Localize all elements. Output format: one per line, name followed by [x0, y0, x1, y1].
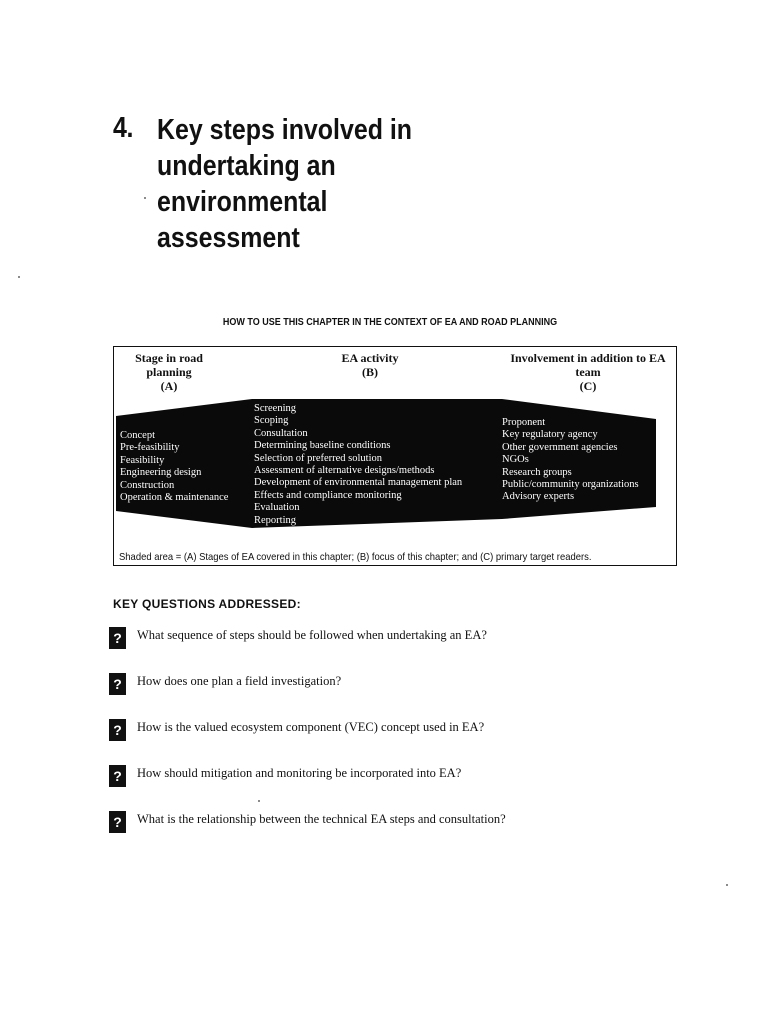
- question-text: What is the relationship between the technical EA steps and consultation?: [137, 812, 506, 826]
- key-questions-heading: KEY QUESTIONS ADDRESSED:: [113, 597, 301, 611]
- involvement-item: Advisory experts: [502, 491, 575, 503]
- figure-note: Shaded area = (A) Stages of EA covered in this chapter; (B) focus of this chapter; and (C) primary target readers.: [119, 551, 592, 563]
- activity-item: Screening: [254, 403, 296, 414]
- scan-speck: [144, 197, 146, 199]
- chapter-title-line: Key steps involved in: [157, 114, 413, 146]
- stage-item: Pre-feasibility: [120, 442, 180, 454]
- column-header-activity: [310, 351, 430, 379]
- scan-speck: [258, 800, 260, 802]
- figure-caption: HOW TO USE THIS CHAPTER IN THE CONTEXT OF EA AND ROAD PLANNING: [222, 317, 558, 328]
- chapter-title-line: assessment: [157, 222, 300, 254]
- question-text: How is the valued ecosystem component (VEC) concept used in EA?: [137, 720, 485, 734]
- column-header-text: EA activity: [341, 351, 399, 365]
- column-header-letter: (C): [579, 379, 597, 393]
- question-mark-icon: ?: [109, 765, 126, 787]
- stage-item: Construction: [120, 479, 175, 491]
- stage-list: [120, 430, 228, 504]
- stage-item: Feasibility: [120, 454, 165, 466]
- question-mark-icon: ?: [109, 811, 126, 833]
- chapter-title-line: undertaking an: [157, 150, 336, 182]
- activity-item: Reporting: [254, 514, 296, 526]
- activity-item: Evaluation: [254, 502, 300, 514]
- activity-item: Consultation: [254, 427, 308, 439]
- involvement-item: NGOs: [502, 454, 529, 466]
- stage-item: Concept: [120, 430, 155, 441]
- stage-item: Engineering design: [120, 467, 202, 479]
- column-header-text: Involvement in addition to EA: [510, 351, 666, 365]
- activity-item: Effects and compliance monitoring: [254, 489, 402, 501]
- activity-item: Assessment of alternative designs/methods: [254, 465, 435, 477]
- question-text: How does one plan a field investigation?: [137, 674, 342, 688]
- column-header-letter: (B): [362, 365, 378, 379]
- involvement-item: Research groups: [502, 466, 572, 478]
- activity-item: Scoping: [254, 415, 289, 427]
- column-header-involvement: [498, 351, 678, 393]
- stage-item: Operation & maintenance: [120, 492, 229, 504]
- question-mark-icon: ?: [109, 627, 126, 649]
- question-mark-icon: ?: [109, 673, 126, 695]
- scan-speck: [726, 884, 728, 886]
- chapter-title: [157, 112, 412, 256]
- chapter-context-figure: [113, 346, 677, 566]
- activity-item: Development of environmental management plan: [254, 477, 463, 489]
- activity-item: Selection of preferred solution: [254, 452, 382, 464]
- involvement-item: Public/community organizations: [502, 479, 639, 491]
- involvement-list: [502, 417, 639, 504]
- question-text: What sequence of steps should be followed when undertaking an EA?: [137, 628, 487, 642]
- activity-item: Determining baseline conditions: [254, 440, 391, 452]
- column-header-letter: (A): [160, 379, 178, 393]
- involvement-item: Proponent: [502, 417, 546, 428]
- chapter-number: 4.: [113, 112, 133, 144]
- involvement-item: Key regulatory agency: [502, 429, 598, 441]
- column-header-stage: [114, 351, 224, 393]
- chapter-title-line: environmental: [157, 186, 328, 218]
- column-header-text: Stage in road planning: [135, 351, 203, 379]
- column-header-text: team: [575, 365, 601, 379]
- scan-speck: [18, 276, 20, 278]
- activity-list: [254, 403, 462, 527]
- involvement-item: Other government agencies: [502, 441, 618, 453]
- question-mark-icon: ?: [109, 719, 126, 741]
- question-text: How should mitigation and monitoring be incorporated into EA?: [137, 766, 462, 780]
